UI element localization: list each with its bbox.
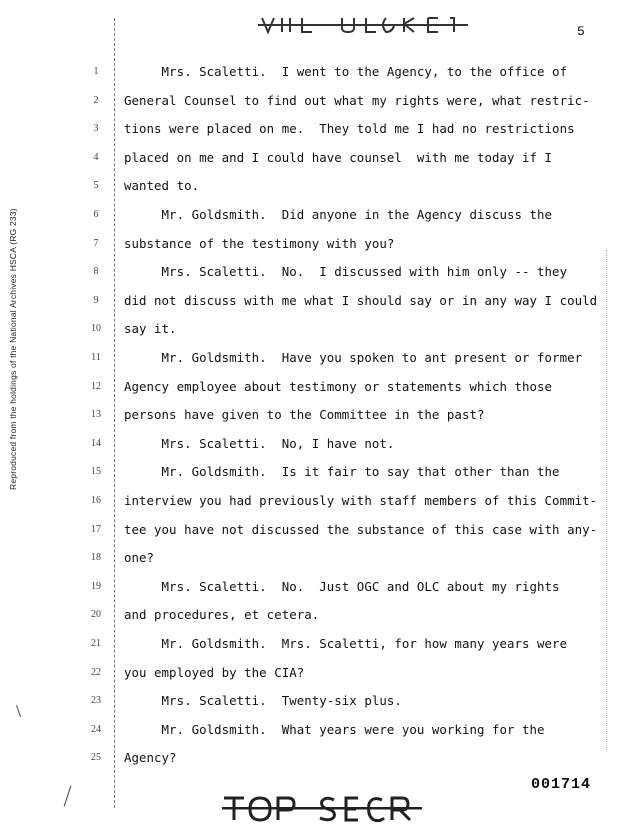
transcript-line: Mr. Goldsmith. Is it fair to say that other than the [124, 464, 560, 479]
transcript-line: substance of the testimony with you? [124, 236, 395, 251]
line-number: 2 [93, 95, 99, 106]
line-number: 16 [91, 495, 101, 506]
line-number: 24 [91, 724, 101, 735]
transcript-line: Agency? [124, 750, 177, 765]
line-number: 10 [91, 323, 101, 334]
line-number: 9 [93, 295, 99, 306]
transcript-line: tions were placed on me. They told me I had no restrictions [124, 121, 575, 136]
transcript-line: Mr. Goldsmith. Mrs. Scaletti, for how many years were [124, 636, 568, 651]
line-number: 15 [91, 466, 101, 477]
line-number: 3 [93, 123, 99, 134]
document-id: 001714 [531, 776, 592, 793]
transcript-line: persons have given to the Committee in the past? [124, 407, 485, 422]
left-margin-rule [114, 18, 115, 808]
transcript-line: interview you had previously with staff members of this Commit- [124, 493, 598, 508]
line-number: 4 [93, 152, 99, 163]
line-number: 19 [91, 581, 101, 592]
line-number: 14 [91, 438, 101, 449]
line-number: 6 [93, 209, 99, 220]
line-number: 23 [91, 695, 101, 706]
transcript-line: and procedures, et cetera. [124, 607, 320, 622]
line-number: 18 [91, 552, 101, 563]
line-number: 8 [93, 266, 99, 277]
transcript-line: tee you have not discussed the substance of this case with any- [124, 522, 598, 537]
transcript-line: General Counsel to find out what my rights were, what restric- [124, 93, 590, 108]
footer-classification-stamp [222, 792, 422, 831]
line-number: 7 [93, 238, 99, 249]
line-number: 22 [91, 667, 101, 678]
transcript-line: one? [124, 550, 155, 565]
redacted-footer-glyphs [222, 792, 422, 824]
transcript-line: placed on me and I could have counsel with me today if I [124, 150, 553, 165]
transcript-line: Mrs. Scaletti. No. Just OGC and OLC about my rights [124, 579, 560, 594]
line-number: 21 [91, 638, 101, 649]
right-margin-rule [606, 250, 607, 750]
transcript-line: you employed by the CIA? [124, 665, 305, 680]
transcript-line: Agency employee about testimony or statements which those [124, 379, 553, 394]
transcript-line: say it. [124, 321, 177, 336]
line-number: 20 [91, 609, 101, 620]
page-number: 5 [577, 24, 585, 39]
line-number: 25 [91, 752, 101, 763]
transcript-line: Mrs. Scaletti. I went to the Agency, to the office of [124, 64, 568, 79]
line-number: 12 [91, 381, 101, 392]
archive-side-note: Reproduced from the holdings of the National Archives HSCA (RG 233) [8, 208, 18, 490]
transcript-line: Mrs. Scaletti. No, I have not. [124, 436, 395, 451]
header-classification-stamp [258, 14, 468, 41]
transcript-line: did not discuss with me what I should say or in any way I could [124, 293, 598, 308]
line-number: 5 [93, 180, 99, 191]
line-number: 11 [91, 352, 101, 363]
line-number: 13 [91, 409, 101, 420]
transcript-line: Mr. Goldsmith. What years were you working for the [124, 722, 545, 737]
line-number: 1 [93, 66, 99, 77]
line-number: 17 [91, 524, 101, 535]
transcript-line: Mr. Goldsmith. Did anyone in the Agency discuss the [124, 207, 553, 222]
pen-mark-small [16, 705, 21, 717]
transcript-line: Mrs. Scaletti. Twenty-six plus. [124, 693, 402, 708]
transcript-line: Mr. Goldsmith. Have you spoken to ant present or former [124, 350, 583, 365]
redacted-stamp-glyphs [258, 14, 468, 36]
pen-mark [64, 785, 72, 806]
transcript-line: Mrs. Scaletti. No. I discussed with him only -- they [124, 264, 568, 279]
transcript-line: wanted to. [124, 178, 200, 193]
